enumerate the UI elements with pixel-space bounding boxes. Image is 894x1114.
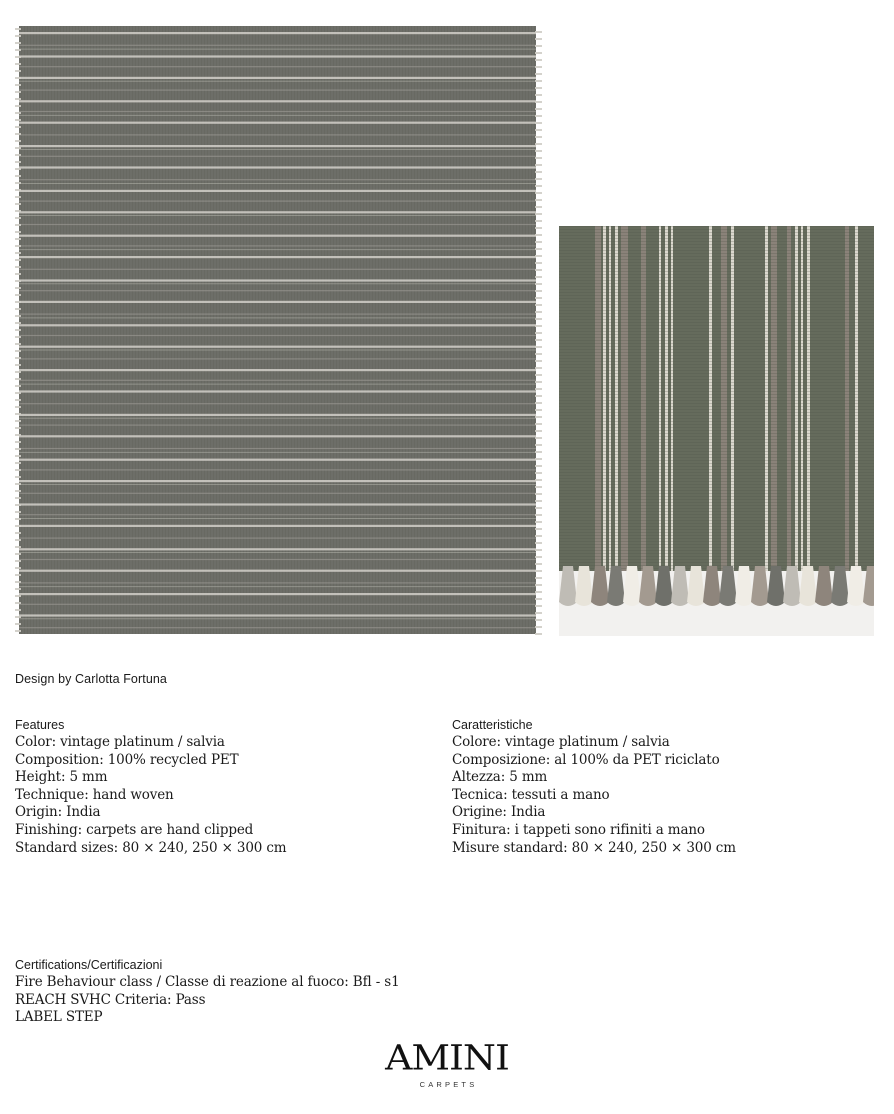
- certifications-heading: Certifications/Certificazioni: [15, 958, 163, 972]
- feature-composition: Composition: 100% recycled PET: [15, 751, 239, 768]
- certifications: [15, 957, 615, 1027]
- features-heading: Features: [15, 718, 65, 732]
- logo-wordmark: AMINI: [385, 1039, 509, 1078]
- logo-subtitle: CARPETS: [419, 1080, 478, 1089]
- cert-fire-class: Fire Behaviour class / Classe di reazione al fuoco: Bfl - s1: [15, 974, 400, 990]
- caratteristica-misure: Misure standard: 80 × 240, 250 × 300 cm: [452, 839, 736, 856]
- rug-detail-svg: [559, 226, 874, 636]
- designer-credit: Design by Carlotta Fortuna: [15, 672, 167, 686]
- caratteristica-tecnica: Tecnica: tessuti a mano: [452, 786, 610, 803]
- feature-technique: Technique: hand woven: [15, 786, 174, 803]
- feature-sizes: Standard sizes: 80 × 240, 250 × 300 cm: [15, 839, 287, 856]
- feature-height: Height: 5 mm: [15, 769, 108, 786]
- caratteristica-finitura: Finitura: i tappeti sono rifiniti a mano: [452, 821, 705, 838]
- rug-main-image: [15, 24, 542, 636]
- caratteristica-composizione: Composizione: al 100% da PET riciclato: [452, 751, 720, 768]
- caratteristica-origine: Origine: India: [452, 804, 546, 821]
- caratteristica-altezza: Altezza: 5 mm: [452, 769, 548, 786]
- feature-color: Color: vintage platinum / salvia: [15, 734, 225, 750]
- amini-logo: [347, 1040, 547, 1089]
- cert-label-step: LABEL STEP: [15, 1009, 103, 1026]
- caratteristiche-heading: Caratteristiche: [452, 718, 533, 732]
- feature-origin: Origin: India: [15, 804, 101, 821]
- feature-finishing: Finishing: carpets are hand clipped: [15, 821, 254, 838]
- rug-detail-image: [559, 226, 874, 636]
- features-italian: [452, 717, 872, 857]
- caratteristica-colore: Colore: vintage platinum / salvia: [452, 734, 670, 750]
- rug-main-svg: [15, 24, 542, 636]
- cert-reach: REACH SVHC Criteria: Pass: [15, 991, 206, 1008]
- features-english: [15, 717, 435, 857]
